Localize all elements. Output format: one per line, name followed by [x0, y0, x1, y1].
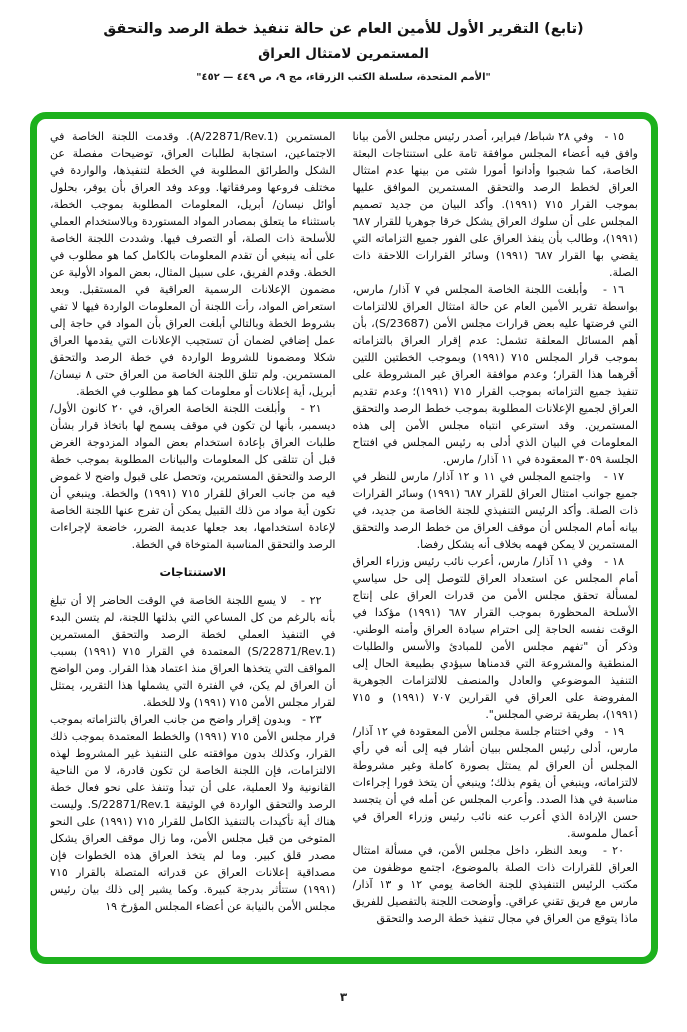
paragraph-22: ٢٢ - لا يسع اللجنة الخاصة في الوقت الحاضر إلا أن تبلغ بأنه بالرغم من كل المساعي التي بذلتها اللجنة، لم يتسن البدء في التنفيذ العملي لخطة الرصد والتحقق المستمرين (S/22871/Rev.1) المعتمدة في القرار ٧١٥ (١٩٩١) بسبب المواقف التي يتخذها العراق منذ اعتماد هذا القرار. ومن الواضح أن العراق لم يكن، في الفترة التي يشملها هذا التقرير، يمتثل لقرار مجلس الأمن ٧١٥ (١٩٩١) ولا للخطة.: [50, 594, 336, 709]
column-right: [353, 128, 639, 949]
paragraph-17: ١٧ - واجتمع المجلس في ١١ و ١٢ آذار/ مارس للنظر في جميع جوانب امتثال العراق للقرار ٦٨٧ (١٩٩١) وسائر القرارات ذات الصلة. وأكد الرئيس التنفيذي للجنة الخاصة من جديد، في بيانه أمام المجلس أن موقف العراق من خطط الرصد والتحقق المستمرين لا يمكن فهمه بخلاف أنه يشكل رفضا.: [352, 470, 638, 551]
paragraph-21: ٢١ - وأبلغت اللجنة الخاصة العراق، في ٢٠ كانون الأول/ ديسمبر، بأنها لن تكون في موقف يسمح لها باتخاذ قرار بشأن طلبات العراق بإعادة استخدام بعض المواد المزدوجة الغرض قبل أن تتلقى كل المعلومات والبيانات المطلوبة بموجب خطة الرصد والتحقق المستمرين، وتحصل على قبول واضح لا غموض فيه من جانب العراق للقرار ٧١٥ (١٩٩١) والخطة. وينبغي أن تكون أية مواد من ذلك القبيل يمكن أن تفرج عنها اللجنة الخاصة لإعادة استخدامها، بعد جعلها عديمة الضرر، خاضعة لإجراءات الرصد والتحقق المناسبة المتوخاة في الخطة.: [50, 402, 336, 551]
conclusions-heading: الاستنتاجات: [159, 565, 226, 579]
column-left: [50, 128, 336, 949]
two-column-text-area: [50, 128, 638, 949]
page-number: ٣: [339, 990, 348, 1004]
paragraph-20-continuation: المستمرين (A/22871/Rev.1). وقدمت اللجنة الخاصة في الاجتماعين، استجابة لطلبات العراق، توضيحات مفصلة عن الشكل والطرائق المطلوبة في الخطة لتنفيذها، والواردة في مختلف فروعها ومرفقاتها. ووعد وفد العراق بأن يوفر، بحلول أوائل نيسان/ أبريل، المعلومات المطلوبة بموجب الخطة، باستثناء ما يتعلق بمصادر المواد المستوردة وبالاستخدام العملي للأسلحة ذات الصلة، أو التصرف فيها. وشددت اللجنة الخاصة على أنه ينبغي أن تقدم المعلومات بالكامل كما هو مطلوب في الخطة. وقدم الفريق، على سبيل المثال، بعض المواد الأولية عن مضمون الإعلانات الرسمية العراقية في المستقبل. وبعد استعراض المواد، رأت اللجنة أن المعلومات الواردة فيها لا تفي بشروط الخطة وبالتالي أبلغت العراق بأن المواد في حاجة إلى عمل إضافي لضمان أن تستجيب الإعلانات التي يقدمها العراق شكلا ومضمونا للشروط الواردة في خطة الرصد والتحقق المستمرين. ولم تتلق اللجنة الخاصة من العراق حتى ٨ نيسان/ أبريل، أية إعلانات أو معلومات كما هو مطلوب في الخطة.: [50, 130, 336, 398]
header-title-line-2: المستمرين لامتثال العراق: [258, 46, 429, 63]
header-source-citation: "الأمم المتحدة، سلسلة الكتب الزرقاء، مج ٩، ص ٤٤٩ — ٤٥٢": [196, 71, 491, 83]
paragraph-18: ١٨ - وفي ١١ آذار/ مارس، أعرب نائب رئيس وزراء العراق أمام المجلس عن استعداد العراق للتوصل إلى حل سياسي لمسألة تحقق مجلس الأمن من قدرات العراق على إنتاج الأسلحة المحظورة بموجب القرار ٦٨٧ (١٩٩١) مؤكدا في الوقت نفسه الحاجة إلى احترام سيادة العراق وأمنه الوطني. وذكر أن "تفهم مجلس الأمن للمبادئ والأسس والطلبات المنطقية والمشروعة التي قدمناها سيؤدي بطبيعة الحال إلى التنفيذ الموضوعي والعادل والمنصف للالتزامات الجوهرية المفروضة على العراق في القرارين ٧٠٧ (١٩٩١) و ٧١٥ (١٩٩١)، بطريقة ترضي المجلس".: [352, 555, 638, 721]
document-header: [0, 18, 687, 83]
paragraph-19: ١٩ - وفي اختتام جلسة مجلس الأمن المعقودة في ١٢ آذار/ مارس، أدلى رئيس المجلس ببيان أشار فيه إلى أنه في رأي المجلس أن العراق لم يمتثل بصورة كاملة وغير مشروطة لالتزاماته، وينبغي أن يقوم بذلك؛ وينبغي أن يتخذ فورا إجراءات مناسبة في هذا الصدد. وأعرب المجلس عن أمله في أن يتجسد حسن الإرادة الذي أعرب عنه نائب رئيس وزراء العراق في أعمال ملموسة.: [352, 725, 638, 840]
green-border-frame: [30, 112, 658, 964]
header-title-line-1: (تابع) التقرير الأول للأمين العام عن حالة تنفيذ خطة الرصد والتحقق: [103, 21, 584, 37]
paragraph-20: ٢٠ - وبعد النظر، داخل مجلس الأمن، في مسألة امتثال العراق للقرارات ذات الصلة بالموضوع، اجتمع موظفون من مكتب الرئيس التنفيذي للجنة الخاصة يومي ١٢ و ١٣ آذار/ مارس مع فريق تقني عراقي. وأوضحت اللجنة بالتفصيل للفريق ماذا يتوقع من العراق في مجال تنفيذ خطة الرصد والتحقق: [352, 844, 638, 925]
paragraph-15: ١٥ - وفي ٢٨ شباط/ فبراير، أصدر رئيس مجلس الأمن بيانا وافق فيه أعضاء المجلس موافقة تامة على استنتاجات البعثة الخاصة، كما شجبوا وأدانوا أمورا شتى من بينها عدم امتثال العراق لخطط الرصد والتحقق المستمرين الموافق عليها بموجب القرار ٧١٥ (١٩٩١). وأكد البيان من جديد تصميم المجلس على أن سلوك العراق يشكل خرقا جوهريا للقرار ٦٨٧ (١٩٩١)، وطالب بأن ينفذ العراق على الفور جميع التزاماته التي يقضي بها القرار ٦٨٧ (١٩٩١) وسائر القرارات اللاحقة ذات الصلة.: [352, 130, 638, 279]
paragraph-16: ١٦ - وأبلغت اللجنة الخاصة المجلس في ٧ آذار/ مارس، بواسطة تقرير الأمين العام عن حالة امتثال العراق للالتزامات التي فرضتها عليه بعض قرارات مجلس الأمن (S/23687)، بأن أهم المسائل المعلقة تشمل: عدم إقرار العراق بالتزاماته بموجب قرار المجلس ٧١٥ (١٩٩١) وبموجب الخطتين اللتين أقرهما هذا القرار؛ وعدم موافقة العراق غير المشروطة على تنفيذ جميع التزاماته بموجب القرار ٧١٥ (١٩٩١)؛ وعدم تقديم العراق لجميع الإعلانات المطلوبة بموجب خطط الرصد والتحقق المستمرين. وقد استرعي انتباه مجلس الأمن إلى هذه المعلومات في البيان الذي أدلى به رئيس المجلس في افتتاح الجلسة ٣٠٥٩ المعقودة في ١١ آذار/ مارس.: [352, 283, 638, 466]
paragraph-23: ٢٣ - وبدون إقرار واضح من جانب العراق بالتزاماته بموجب قرار مجلس الأمن ٧١٥ (١٩٩١) والخطط المعتمدة بموجب ذلك القرار، وكذلك بدون موافقته على التنفيذ غير المشروط لهذه الالتزامات، فإن اللجنة الخاصة لن تكون قادرة، لا من الناحية القانونية ولا العملية، على أن تبدأ وتنفذ على نحو فعال خطة الرصد والتحقق الواردة في الوثيقة S/22871/Rev.1. وليست هناك أية تأكيدات بالتنفيذ الكامل للقرار ٧١٥ (١٩٩١) على النحو المتوخى من قبل مجلس الأمن، وما زال موقف العراق يشكل مصدر قلق كبير. وما لم يتخذ العراق هذه الخطوات فإن مصداقية إعلانات العراق عن قدراته المتصلة بالقرار ٧١٥ (١٩٩١) ستتأثر بدرجة كبيرة. وكما يشير إلى ذلك بيان رئيس مجلس الأمن بالنيابة عن أعضاء المجلس المؤرخ ١٩: [50, 713, 336, 913]
